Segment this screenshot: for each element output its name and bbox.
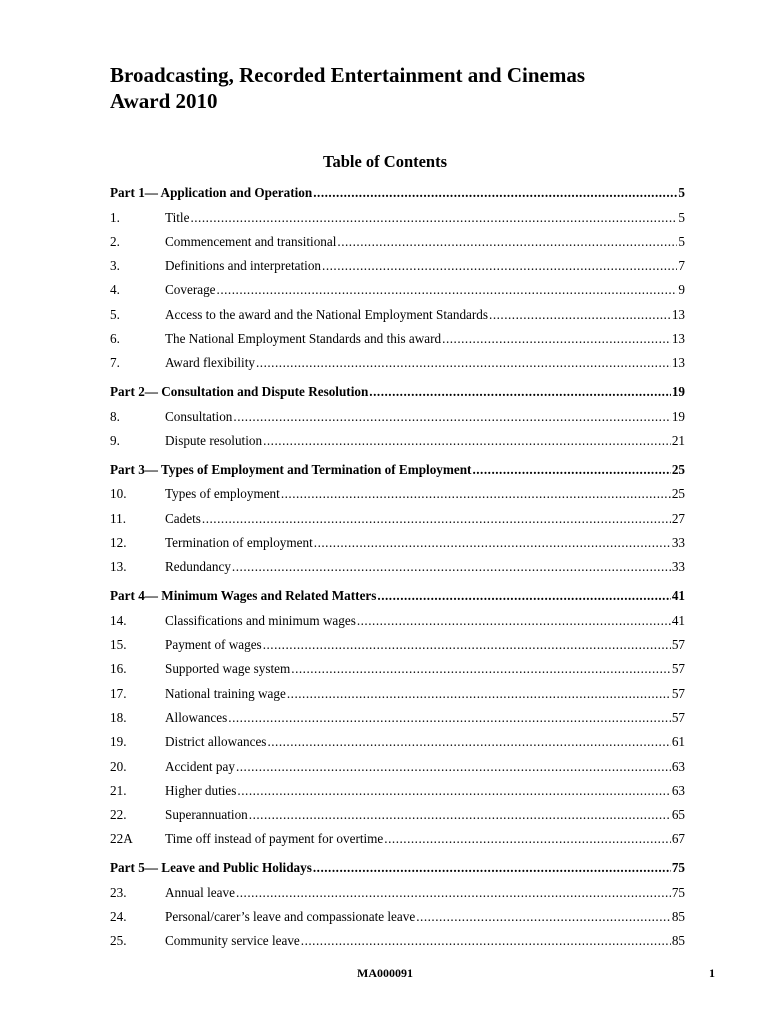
toc-clause-number: 22. [110,807,127,823]
toc-part-entry[interactable] [110,584,685,609]
toc-clause-entry[interactable] [110,706,685,730]
toc-dot-leader [267,730,670,754]
toc-clause-title: Personal/carer’s leave and compassionate leave [165,909,416,925]
toc-page-number: 75 [671,860,685,876]
toc-page-number: 5 [678,185,685,200]
toc-page-number: 13 [671,355,685,371]
toc-dot-leader [337,230,677,254]
toc-clause-entry[interactable] [110,405,685,429]
toc-clause-entry[interactable] [110,803,685,827]
toc-clause-number: 1. [110,209,120,225]
toc-clause-entry[interactable] [110,633,685,657]
toc-clause-title: Coverage [165,282,216,298]
toc-clause-title: The National Employment Standards and this award [165,331,442,347]
toc-page-number: 67 [671,831,685,847]
toc-clause-number: 9. [110,433,120,449]
toc-dot-leader [322,254,677,278]
toc-page-number: 75 [671,884,685,900]
toc-clause-title: Dispute resolution [165,433,263,449]
toc-dot-leader [489,303,671,327]
toc-dot-leader [236,755,671,779]
toc-dot-leader [369,380,671,405]
toc-clause-title: Higher duties [165,782,237,798]
toc-clause-entry[interactable] [110,609,685,633]
toc-clause-number: 19. [110,734,127,750]
toc-clause-entry[interactable] [110,531,685,555]
toc-dot-leader [202,507,671,531]
toc-clause-title: Award flexibility [165,355,255,371]
toc-clause-number: 2. [110,233,120,249]
toc-page-number: 5 [678,209,685,225]
toc-dot-leader [190,206,677,230]
toc-dot-leader [472,458,670,483]
toc-dot-leader [233,405,670,429]
toc-clause-entry[interactable] [110,657,685,681]
toc-clause-title: Cadets [165,510,201,526]
toc-part-entry[interactable] [110,856,685,881]
toc-part-title: Part 2— Consultation and Dispute Resolution [110,384,369,400]
toc-clause-number: 17. [110,685,127,701]
toc-clause-number: 24. [110,909,127,925]
toc-dot-leader [357,609,671,633]
toc-clause-title: Consultation [165,408,233,424]
toc-clause-number: 11. [110,510,126,526]
toc-clause-number: 14. [110,612,127,628]
toc-dot-leader [313,856,671,881]
toc-clause-title: Community service leave [165,933,300,949]
table-of-contents [110,181,685,954]
toc-clause-number: 15. [110,637,127,653]
toc-clause-title: Superannuation [165,807,248,823]
toc-clause-number: 13. [110,559,127,575]
toc-clause-title: Termination of employment [165,535,313,551]
toc-part-entry[interactable] [110,380,685,405]
toc-clause-title: National training wage [165,685,286,701]
toc-page-number: 85 [671,909,685,925]
toc-clause-number: 23. [110,884,127,900]
toc-clause-entry[interactable] [110,779,685,803]
toc-page-number: 13 [671,306,685,322]
toc-clause-number: 25. [110,933,127,949]
toc-page-number: 7 [678,258,685,274]
toc-clause-entry[interactable] [110,429,685,453]
toc-clause-title: Allowances [165,709,228,725]
toc-clause-number: 4. [110,282,120,298]
toc-page-number: 63 [671,758,685,774]
toc-dot-leader [291,657,671,681]
footer-document-code: MA000091 [357,966,413,980]
toc-clause-title: Annual leave [165,884,235,900]
toc-part-title: Part 3— Types of Employment and Termination of Employment [110,461,472,477]
toc-clause-number: 21. [110,782,127,798]
toc-dot-leader [313,181,677,206]
toc-dot-leader [237,779,670,803]
toc-clause-entry[interactable] [110,206,685,230]
toc-clause-entry[interactable] [110,230,685,254]
toc-clause-title: Redundancy [165,559,231,575]
toc-clause-number: 7. [110,355,120,371]
toc-dot-leader [263,429,671,453]
toc-page-number: 63 [671,782,685,798]
toc-dot-leader [236,881,671,905]
toc-dot-leader [256,351,671,375]
toc-dot-leader [416,905,671,929]
toc-page-number: 41 [671,588,685,604]
toc-dot-leader [249,803,671,827]
toc-clause-title: Definitions and interpretation [165,258,322,274]
toc-clause-entry[interactable] [110,730,685,754]
toc-clause-entry[interactable] [110,507,685,531]
toc-clause-entry[interactable] [110,827,685,851]
toc-page-number: 57 [671,637,685,653]
toc-page-number: 41 [671,612,685,628]
toc-page-number: 5 [678,233,685,249]
toc-dot-leader [281,482,671,506]
toc-clause-entry[interactable] [110,482,685,506]
toc-dot-leader [314,531,671,555]
toc-clause-entry[interactable] [110,327,685,351]
toc-dot-leader [301,929,671,953]
toc-page-number: 65 [671,807,685,823]
toc-dot-leader [442,327,671,351]
toc-clause-title: Access to the award and the National Employment Standards [165,306,489,322]
toc-page-number: 33 [671,559,685,575]
toc-clause-entry[interactable] [110,555,685,579]
toc-clause-title: Time off instead of payment for overtime [165,831,384,847]
toc-clause-entry[interactable] [110,303,685,327]
toc-clause-number: 12. [110,535,127,551]
document-title-line-1: Broadcasting, Recorded Entertainment and Cinemas [110,63,586,87]
toc-clause-entry[interactable] [110,254,685,278]
toc-dot-leader [228,706,671,730]
toc-clause-number: 18. [110,709,127,725]
toc-page-number: 85 [671,933,685,949]
toc-clause-title: Payment of wages [165,637,262,653]
toc-clause-number: 3. [110,258,120,274]
toc-page-number: 57 [671,709,685,725]
toc-clause-entry[interactable] [110,881,685,905]
toc-page-number: 19 [671,384,685,400]
toc-clause-title: Accident pay [165,758,235,774]
toc-page-number: 25 [671,461,685,477]
toc-dot-leader [377,584,670,609]
toc-clause-number: 5. [110,306,120,322]
toc-clause-title: Title [165,209,190,225]
toc-page-number: 27 [671,510,685,526]
toc-clause-title: Classifications and minimum wages [165,612,356,628]
toc-clause-number: 16. [110,661,127,677]
toc-clause-entry[interactable] [110,929,685,953]
toc-page-number: 57 [671,685,685,701]
toc-part-title: Part 5— Leave and Public Holidays [110,860,312,876]
document-title [110,62,710,114]
toc-clause-entry[interactable] [110,682,685,706]
toc-clause-entry[interactable] [110,278,685,302]
toc-page-number: 19 [671,408,685,424]
toc-part-title: Part 1— Application and Operation [110,185,313,200]
toc-page-number: 9 [678,282,685,298]
toc-part-title: Part 4— Minimum Wages and Related Matters [110,588,377,604]
toc-clause-entry[interactable] [110,351,685,375]
document-title-line-2: Award 2010 [110,89,218,113]
toc-clause-title: Supported wage system [165,661,291,677]
toc-dot-leader [263,633,671,657]
toc-clause-title: Commencement and transitional [165,233,337,249]
toc-page-number: 25 [671,486,685,502]
toc-page-number: 13 [671,331,685,347]
toc-clause-entry[interactable] [110,905,685,929]
toc-dot-leader [287,682,671,706]
toc-clause-entry[interactable] [110,755,685,779]
toc-clause-title: District allowances [165,734,267,750]
toc-page-number: 21 [671,433,685,449]
toc-dot-leader [232,555,671,579]
toc-clause-number: 20. [110,758,127,774]
toc-clause-title: Types of employment [165,486,280,502]
toc-clause-number: 6. [110,331,120,347]
footer-page-number: 1 [709,966,715,980]
toc-part-entry[interactable] [110,181,685,206]
toc-page-number: 61 [671,734,685,750]
toc-part-entry[interactable] [110,458,685,483]
toc-clause-number: 22A [110,831,133,847]
toc-dot-leader [217,278,678,302]
toc-page-number: 57 [671,661,685,677]
toc-page-number: 33 [671,535,685,551]
toc-clause-number: 10. [110,486,127,502]
toc-clause-number: 8. [110,408,120,424]
toc-heading: Table of Contents [322,152,448,171]
toc-dot-leader [384,827,671,851]
